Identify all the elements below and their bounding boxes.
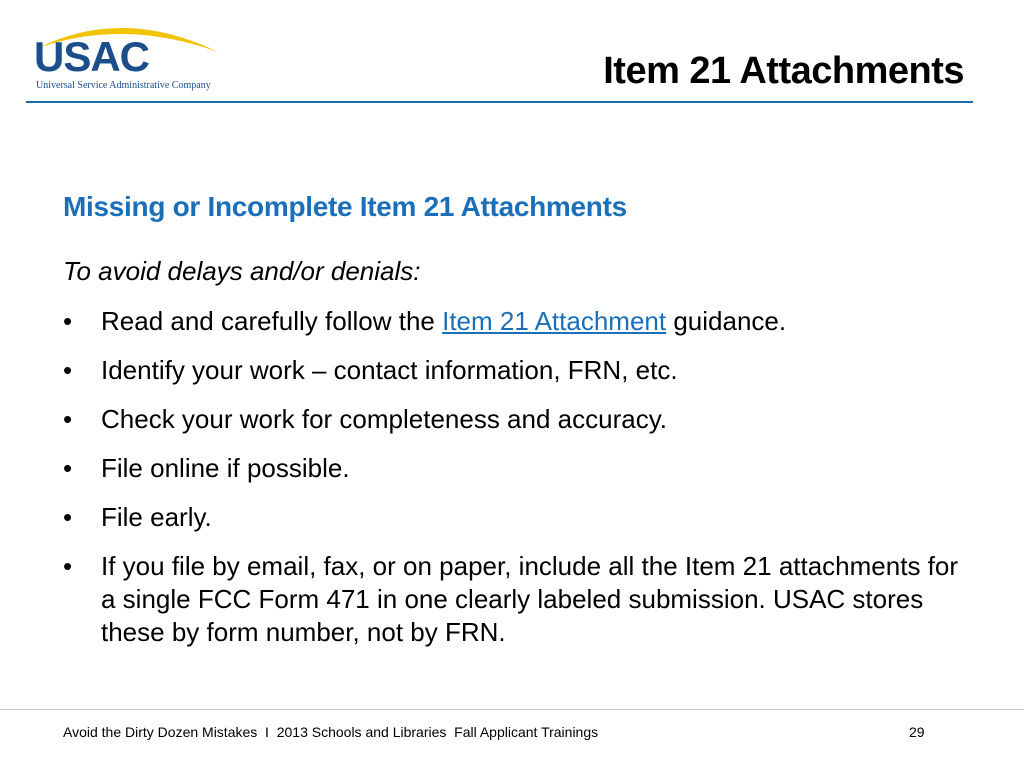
bullet-item (63, 452, 963, 485)
item21-guidance-link[interactable]: Item 21 Attachment (442, 306, 667, 336)
bullet-item (63, 305, 963, 338)
logo-tagline: Universal Service Administrative Company (36, 80, 211, 91)
bullet-dot-icon: • (63, 551, 73, 581)
bullet-text: Read and carefully follow the (101, 306, 443, 336)
slide-title: Item 21 Attachments (603, 50, 964, 92)
bullet-text: Identify your work – contact information, FRN, etc. (101, 355, 678, 385)
bullet-dot-icon: • (63, 306, 73, 336)
bullet-text: If you file by email, fax, or on paper, include all the Item 21 attachments for a single FCC Form 471 in one clearly labeled submission. USAC stores these by form number, not by FRN. (101, 551, 959, 647)
bullet-text: File online if possible. (101, 453, 350, 483)
bullet-text: File early. (101, 502, 212, 532)
bullet-dot-icon: • (63, 502, 73, 532)
footer-divider (0, 709, 1024, 710)
bullet-list (63, 305, 963, 665)
bullet-text: guidance. (666, 306, 787, 336)
footer-text: Avoid the Dirty Dozen Mistakes I 2013 Schools and Libraries Fall Applicant Trainings (63, 724, 599, 740)
usac-logo (28, 14, 228, 94)
bullet-dot-icon: • (63, 404, 73, 434)
intro-text: To avoid delays and/or denials: (63, 256, 421, 286)
logo-wordmark: USAC (34, 33, 150, 80)
bullet-dot-icon: • (63, 355, 73, 385)
section-subtitle: Missing or Incomplete Item 21 Attachments (63, 191, 627, 222)
bullet-item (63, 501, 963, 534)
bullet-item (63, 354, 963, 387)
bullet-text: Check your work for completeness and accuracy. (101, 404, 667, 434)
bullet-item (63, 403, 963, 436)
page-number: 29 (909, 724, 925, 740)
bullet-dot-icon: • (63, 453, 73, 483)
title-divider (26, 101, 973, 103)
bullet-item (63, 550, 963, 649)
